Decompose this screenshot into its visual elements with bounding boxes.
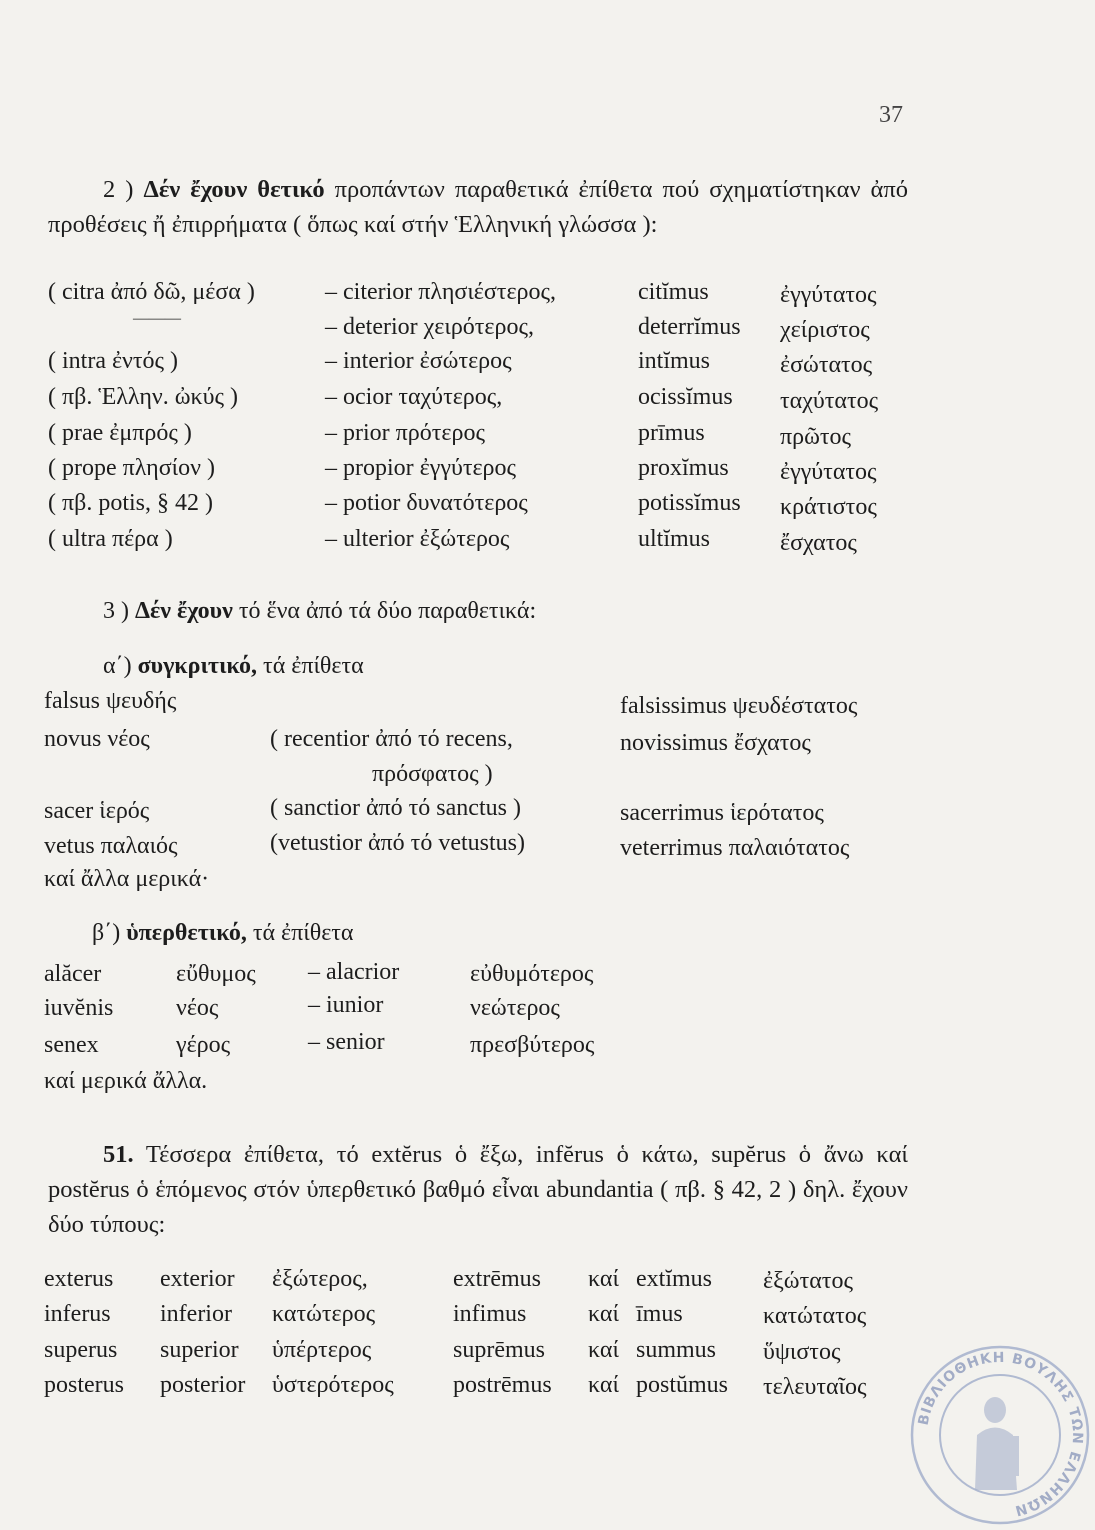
superlative-cell: intĭmus — [638, 348, 711, 374]
superlative-1-cell: suprēmus — [453, 1337, 545, 1363]
superlative-cell: veterrimus παλαιότατος — [620, 835, 850, 861]
subsection-a-bold: συγκριτικό, — [137, 653, 258, 679]
subsection-b-heading — [92, 918, 354, 948]
superlative-2-cell: summus — [636, 1337, 717, 1363]
comparative-cell: – interior ἐσώτερος — [325, 348, 512, 374]
section-2-text: προπάντων παραθετικά ἐπίθετα πού σχηματίστηκαν ἀπό προθέσεις ἤ ἐπιρρήματα ( ὅπως καί στήν Ἑλληνική γλώσσα ): — [48, 176, 909, 238]
superlative-greek-cell: χείριστος — [780, 317, 870, 343]
superlative-1-cell: infimus — [453, 1301, 527, 1327]
subsection-a-text: τά ἐπίθετα — [263, 653, 364, 679]
superlative-greek-cell: ταχύτατος — [780, 388, 879, 414]
subsection-b-bold: ὑπερθετικό, — [126, 920, 247, 946]
latin-cell: iuvĕnis — [44, 995, 114, 1021]
section-51-text: Τέσσερα ἐπίθετα, τό extĕrus ὁ ἔξω, infĕrus ὁ κάτω, supĕrus ὁ ἄνω καί postĕrus ὁ ἑπόμενος στόν ὑπερθετικό βαθμό εἶναι abundantia ( πβ. § 42, 2 ) δηλ. ἔχουν δύο τύπους: — [48, 1141, 908, 1238]
superlative-1-cell: postrēmus — [453, 1372, 552, 1398]
comparative-cell: ( sanctior ἀπό τό sanctus ) — [270, 795, 521, 821]
positive-cell: vetus παλαιός — [44, 833, 178, 859]
superlative-greek-cell: ἐξώτατος — [763, 1268, 853, 1294]
section-2-intro — [48, 172, 908, 242]
superlative-greek-cell: κατώτατος — [763, 1303, 867, 1329]
section-2-number: 2 ) — [103, 176, 134, 203]
superlative-cell: ocissĭmus — [638, 384, 733, 410]
superlative-1-cell: extrēmus — [453, 1266, 541, 1292]
comparative-greek-cell: ὑπέρτερος — [272, 1337, 372, 1363]
comparative-greek-cell: ἐξώτερος, — [272, 1266, 368, 1292]
positive-cell: exterus — [44, 1266, 114, 1292]
superlative-cell: potissĭmus — [638, 490, 741, 516]
section-2-heading: Δέν ἔχουν θετικό — [143, 176, 325, 203]
origin-cell-dash: ——— — [133, 310, 181, 327]
and-cell: καί — [588, 1337, 619, 1363]
and-cell: καί — [588, 1372, 619, 1398]
comparative-cell: inferior — [160, 1301, 232, 1327]
superlative-greek-cell: ἐγγύτατος — [780, 282, 877, 308]
section-3-text: τό ἕνα ἀπό τά δύο παραθετικά: — [238, 598, 537, 624]
origin-cell: ( citra ἀπό δῶ, μέσα ) — [48, 279, 255, 305]
superlative-cell: deterrĭmus — [638, 314, 741, 340]
superlative-greek-cell: ἔσχατος — [780, 530, 857, 556]
superlative-cell: falsissimus ψευδέστατος — [620, 693, 858, 719]
subsection-a-heading — [103, 651, 364, 681]
subsection-b-tail: καί μερικά ἄλλα. — [44, 1068, 208, 1094]
comparative-greek-cell: κατώτερος — [272, 1301, 376, 1327]
comparative-cell: superior — [160, 1337, 239, 1363]
comparative-cell: – citerior πλησιέστερος, — [325, 279, 556, 305]
origin-cell: ( intra ἐντός ) — [48, 348, 179, 374]
positive-cell: falsus ψευδής — [44, 688, 177, 714]
superlative-2-cell: postŭmus — [636, 1372, 729, 1398]
greek-cell: εὔθυμος — [176, 961, 256, 987]
superlative-cell: sacerrimus ἱερότατος — [620, 800, 824, 826]
superlative-cell: proxĭmus — [638, 455, 729, 481]
comparative-greek-cell: νεώτερος — [470, 995, 560, 1021]
comparative-cell: ( recentior ἀπό τό recens, — [270, 726, 513, 752]
positive-cell: inferus — [44, 1301, 111, 1327]
comparative-cell: – senior — [308, 1029, 385, 1055]
comparative-greek-cell: εὐθυμότερος — [470, 961, 594, 987]
positive-cell: sacer ἱερός — [44, 798, 150, 824]
superlative-cell: novissimus ἔσχατος — [620, 730, 811, 756]
latin-cell: alăcer — [44, 961, 102, 987]
comparative-cell: exterior — [160, 1266, 235, 1292]
origin-cell: ( prae ἐμπρός ) — [48, 420, 192, 446]
section-3-heading: Δέν ἔχουν — [135, 598, 233, 624]
comparative-cell: – ulterior ἐξώτερος — [325, 526, 510, 552]
superlative-greek-cell: κράτιστος — [780, 494, 877, 520]
comparative-cell: – ocior ταχύτερος, — [325, 384, 503, 410]
and-cell: καί — [588, 1301, 619, 1327]
comparative-cell: – potior δυνατότερος — [325, 490, 528, 516]
superlative-cell: ultĭmus — [638, 526, 711, 552]
greek-cell: γέρος — [176, 1032, 231, 1058]
comparative-cell: – alacrior — [308, 959, 400, 985]
comparative-cell-continued: πρόσφατος ) — [372, 761, 493, 787]
and-cell: καί — [588, 1266, 619, 1292]
stamp-text: ΒΙΒΛΙΟΘΗΚΗ ΒΟΥΛΗΣ ΤΩΝ ΕΛΛΗΝΩΝ — [915, 1349, 1086, 1519]
positive-cell: superus — [44, 1337, 118, 1363]
comparative-greek-cell: πρεσβύτερος — [470, 1032, 595, 1058]
comparative-cell: – deterior χειρότερος, — [325, 314, 534, 340]
origin-cell: ( πβ. Ἑλλην. ὠκύς ) — [48, 384, 239, 410]
subsection-b-text: τά ἐπίθετα — [252, 920, 354, 946]
library-stamp — [905, 1340, 1095, 1530]
stamp-figure-icon — [975, 1397, 1019, 1490]
superlative-greek-cell: ἐγγύτατος — [780, 459, 877, 485]
positive-cell: posterus — [44, 1372, 124, 1398]
comparative-cell: (vetustior ἀπό τό vetustus) — [270, 830, 525, 856]
superlative-2-cell: extĭmus — [636, 1266, 712, 1292]
subsection-a-label: α΄) — [103, 653, 132, 679]
superlative-greek-cell: τελευταῖος — [763, 1374, 867, 1400]
latin-cell: senex — [44, 1032, 99, 1058]
section-51-number: 51. — [103, 1141, 134, 1168]
subsection-a-tail: καί ἄλλα μερικά· — [44, 866, 210, 892]
origin-cell: ( prope πλησίον ) — [48, 455, 215, 481]
superlative-greek-cell: πρῶτος — [780, 424, 852, 450]
comparative-cell: – propior ἐγγύτερος — [325, 455, 517, 481]
origin-cell: ( ultra πέρα ) — [48, 526, 173, 552]
greek-cell: νέος — [176, 995, 219, 1021]
comparative-cell: – prior πρότερος — [325, 420, 485, 446]
origin-cell: ( πβ. potis, § 42 ) — [48, 490, 213, 516]
comparative-greek-cell: ὑστερότερος — [272, 1372, 394, 1398]
section-3-number: 3 ) — [103, 598, 129, 624]
section-51-paragraph — [48, 1137, 908, 1242]
comparative-cell: – iunior — [308, 992, 384, 1018]
comparative-cell: posterior — [160, 1372, 246, 1398]
positive-cell: novus νέος — [44, 726, 150, 752]
superlative-cell: citĭmus — [638, 279, 709, 305]
subsection-b-label: β΄) — [92, 920, 121, 946]
superlative-greek-cell: ἐσώτατος — [780, 352, 873, 378]
page-number: 37 — [879, 102, 903, 128]
superlative-2-cell: īmus — [636, 1301, 683, 1327]
superlative-cell: prīmus — [638, 420, 705, 446]
superlative-greek-cell: ὕψιστος — [763, 1339, 841, 1365]
section-3-intro — [103, 596, 536, 626]
